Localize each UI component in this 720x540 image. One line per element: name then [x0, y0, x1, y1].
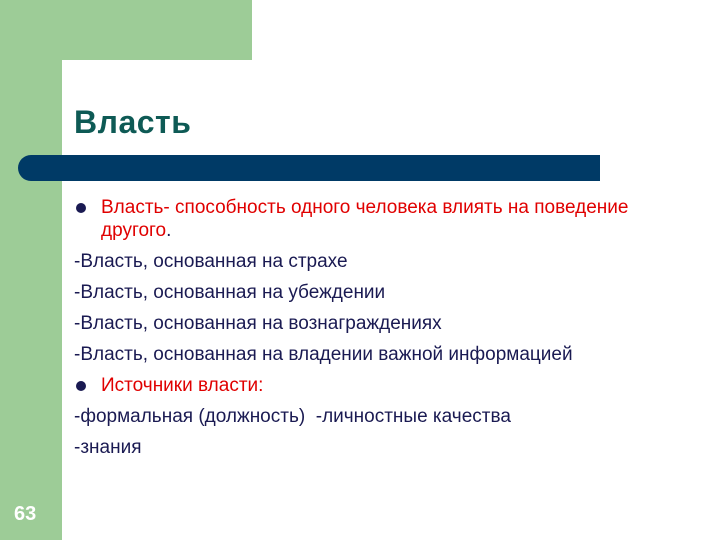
bullet-dot-icon — [76, 203, 86, 213]
slide-title: Власть — [74, 104, 192, 140]
list-item: -Власть, основанная на владении важной информацией — [74, 344, 573, 365]
page-number: 63 — [14, 503, 37, 525]
list-item: -формальная (должность) -личностные качества — [74, 406, 511, 427]
definition-period: . — [166, 220, 172, 241]
title-underline-bar — [18, 155, 600, 181]
list-item: -знания — [74, 437, 142, 458]
definition-text: Власть- способность одного человека влиять на поведение другого — [101, 197, 629, 241]
slide-body — [74, 196, 674, 467]
top-accent-block — [62, 0, 252, 60]
sources-heading: Источники власти: — [101, 375, 264, 396]
left-accent-strip — [0, 0, 62, 540]
bullet-item-definition — [74, 196, 674, 242]
list-item: -Власть, основанная на страхе — [74, 251, 348, 272]
bullet-item-sources — [74, 374, 674, 397]
bullet-dot-icon — [76, 381, 86, 391]
list-item: -Власть, основанная на вознаграждениях — [74, 313, 442, 334]
list-item: -Власть, основанная на убеждении — [74, 282, 386, 303]
